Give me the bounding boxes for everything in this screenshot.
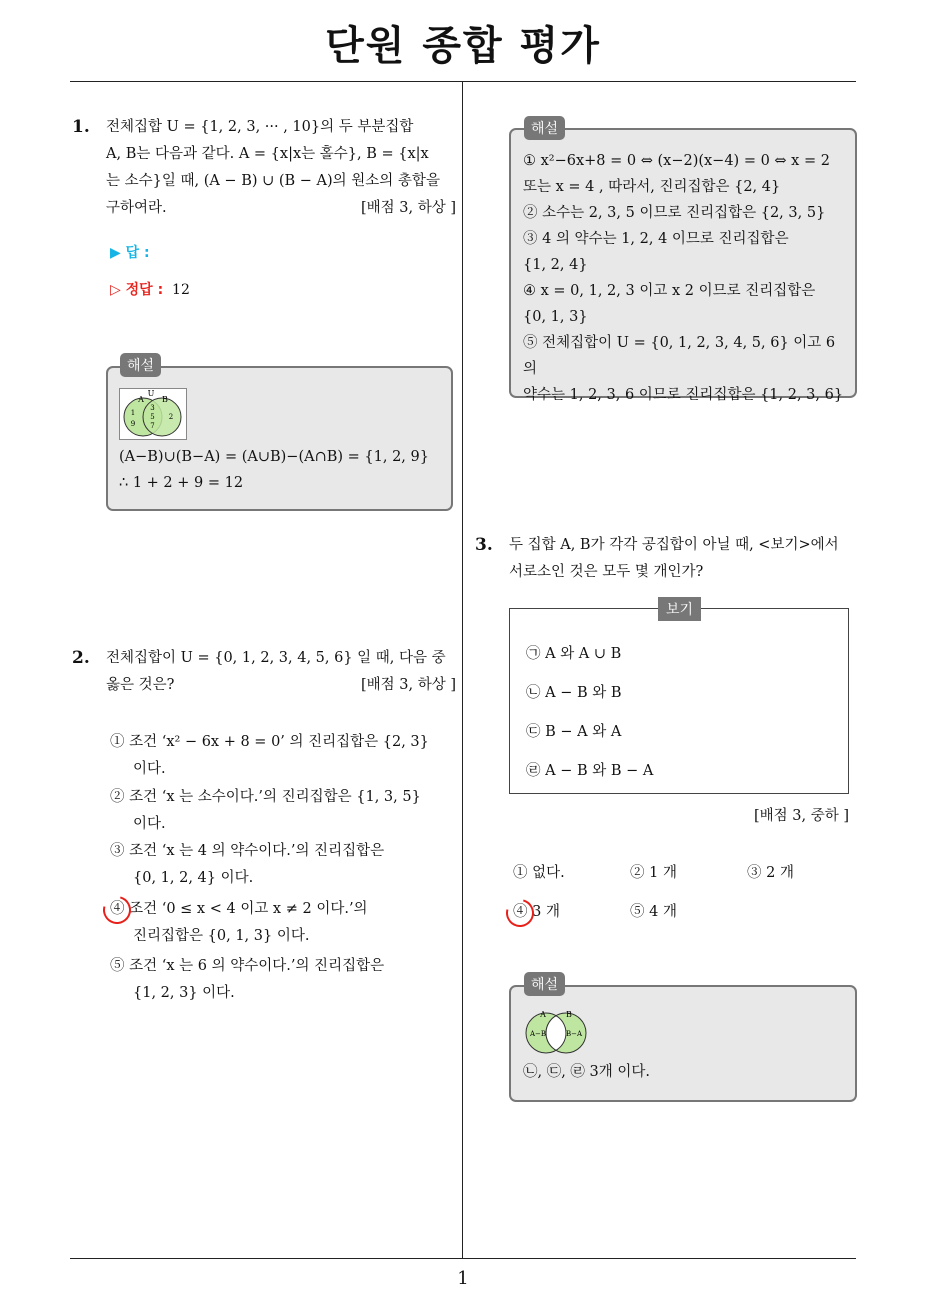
q2-solution-line8: ⑤ 전체집합이 U = {0, 1, 2, 3, 4, 5, 6} 이고 6 의 [523,335,836,377]
q2-solution-tag: 해설 [524,116,565,140]
q1-line2: A, B는 다음과 같다. A = {x|x는 홀수}, B = {x|x [106,146,429,162]
q2-choice-1-line2: 이다. [133,761,166,777]
q2-line1: 전체집합이 U = {0, 1, 2, 3, 4, 5, 6} 일 때, 다음 중 [106,650,446,666]
q3-number: 3. [475,535,493,555]
q1-correct-value: 12 [172,282,190,298]
q1-line3: 는 소수}일 때, (A − B) ∪ (B − A)의 원소의 총합을 [106,173,440,189]
q2-choice-3-line1: ③ 조건 ‘x 는 4 의 약수이다.’의 진리집합은 [110,843,385,859]
q2-choice-5-line2: {1, 2, 3} 이다. [133,985,235,1001]
q1-answer-label: ▶ 답 : [110,245,150,261]
venn-mid-3: 3 [150,404,155,412]
q3-venn-diagram [522,1007,590,1057]
q2-choice-4[interactable] [110,896,368,950]
venn-mid-5: 5 [150,413,155,421]
q1-line4: 구하여라. [106,200,167,216]
q2-points: [배점 3, 하상 ] [360,677,456,693]
venn-a-minus-b: A−B [529,1030,547,1038]
q2-choice-2-line2: 이다. [133,816,166,832]
q1-points: [배점 3, 하상 ] [360,200,456,216]
q2-choice-4-line2: 진리집합은 {0, 1, 3} 이다. [133,928,310,944]
q2-solution-line2: 또는 x = 4 , 따라서, 진리집합은 {2, 4} [523,179,781,195]
q2-number: 2. [72,648,90,668]
q2-choice-4-line1: ④ 조건 ‘0 ≤ x < 4 이고 x ≠ 2 이다.’의 [110,901,368,917]
q2-choice-5[interactable] [110,953,384,1007]
q2-solution-box [509,128,857,403]
q3-bogi-tag: 보기 [658,597,701,621]
footer-rule [70,1258,856,1259]
venn-b-only-2: 2 [168,413,174,421]
q3-text [509,532,859,586]
venn-a-only-9: 9 [130,420,136,428]
q2-solution-line3: ② 소수는 2, 3, 5 이므로 진리집합은 {2, 3, 5} [523,205,826,221]
q1-text [106,114,456,222]
venn-u-label: U [147,389,155,398]
q2-choice-3-line2: {0, 1, 2, 4} 이다. [133,870,254,886]
q3-solution-tag: 해설 [524,972,565,996]
q2-solution-line5: {1, 2, 4} [523,257,588,273]
q3-bogi-item-4: ㉣ A − B 와 B − A [526,763,654,779]
venn-mid-7: 7 [150,422,155,430]
column-divider [462,82,463,1258]
q3-line2: 서로소인 것은 모두 몇 개인가? [509,564,704,580]
q1-venn-diagram [119,388,187,440]
q3-bogi-item-3: ㉢ B − A 와 A [526,724,622,740]
header-rule [70,81,856,82]
q2-choice-2[interactable] [110,784,421,838]
q2-choice-1-line1: ① 조건 ‘x² − 6x + 8 = 0’ 의 진리집합은 {2, 3} [110,734,429,750]
q2-line2: 옳은 것은? [106,677,175,693]
q3-solution-line: ㉡, ㉢, ㉣ 3개 이다. [523,1064,651,1080]
venn-b-label: B [162,395,168,404]
q1-solution-line1: (A−B)∪(B−A) = (A∪B)−(A∩B) = {1, 2, 9} [119,449,429,465]
q1-correct-label: ▷ 정답 : [110,282,164,298]
q2-choice-1[interactable] [110,729,429,783]
q2-solution-line7: {0, 1, 3} [523,309,588,325]
q3-choice-3[interactable]: ③ 2 개 [747,865,794,881]
q3-bogi-item-2: ㉡ A − B 와 B [526,685,622,701]
q1-solution-tag: 해설 [120,353,161,377]
q3-choice-1[interactable]: ① 없다. [513,865,565,881]
q2-solution-line9: 약수는 1, 2, 3, 6 이므로 진리집합은 {1, 2, 3, 6} [523,387,844,403]
venn-a-only-1: 1 [130,409,136,417]
q3-points: [배점 3, 중하 ] [754,808,850,824]
q3-bogi-item-1: ㉠ A 와 A ∪ B [526,646,622,662]
q3-line1: 두 집합 A, B가 각각 공집합이 아닐 때, <보기>에서 [509,537,839,553]
q2-choice-5-line1: ⑤ 조건 ‘x 는 6 의 약수이다.’의 진리집합은 [110,958,385,974]
page-title: 단원 종합 평가 [325,23,601,69]
venn-b-minus-a: B−A [565,1030,583,1038]
q1-line1: 전체집합 U = {1, 2, 3, ··· , 10}의 두 부분집합 [106,119,414,135]
q2-choice-3[interactable] [110,838,384,892]
q1-correct-answer [110,279,190,299]
q3-solution-box [509,985,857,1102]
q3-choice-5[interactable]: ⑤ 4 개 [630,904,677,920]
q2-solution-line6: ④ x = 0, 1, 2, 3 이고 x 2 이므로 진리집합은 [523,283,816,299]
venn-a-label: A [138,395,144,404]
venn-b-label: B [566,1010,572,1019]
q1-solution-line2: ∴ 1 + 2 + 9 = 12 [119,475,244,491]
q2-solution-text [523,148,847,408]
venn-a-label: A [540,1010,546,1019]
q2-text [106,645,456,699]
q3-bogi-box [509,608,849,794]
q2-choice-2-line1: ② 조건 ‘x 는 소수이다.’의 진리집합은 {1, 3, 5} [110,789,421,805]
page-number: 1 [457,1268,469,1289]
q2-solution-line4: ③ 4 의 약수는 1, 2, 4 이므로 진리집합은 [523,231,789,247]
q2-solution-line1: ① x²−6x+8 = 0 ⇔ (x−2)(x−4) = 0 ⇔ x = 2 [523,153,830,169]
q3-choice-2[interactable]: ② 1 개 [630,865,677,881]
q1-solution-box [106,366,453,511]
q1-number: 1. [72,117,90,137]
q3-choice-4[interactable]: ④ 3 개 [513,904,560,920]
